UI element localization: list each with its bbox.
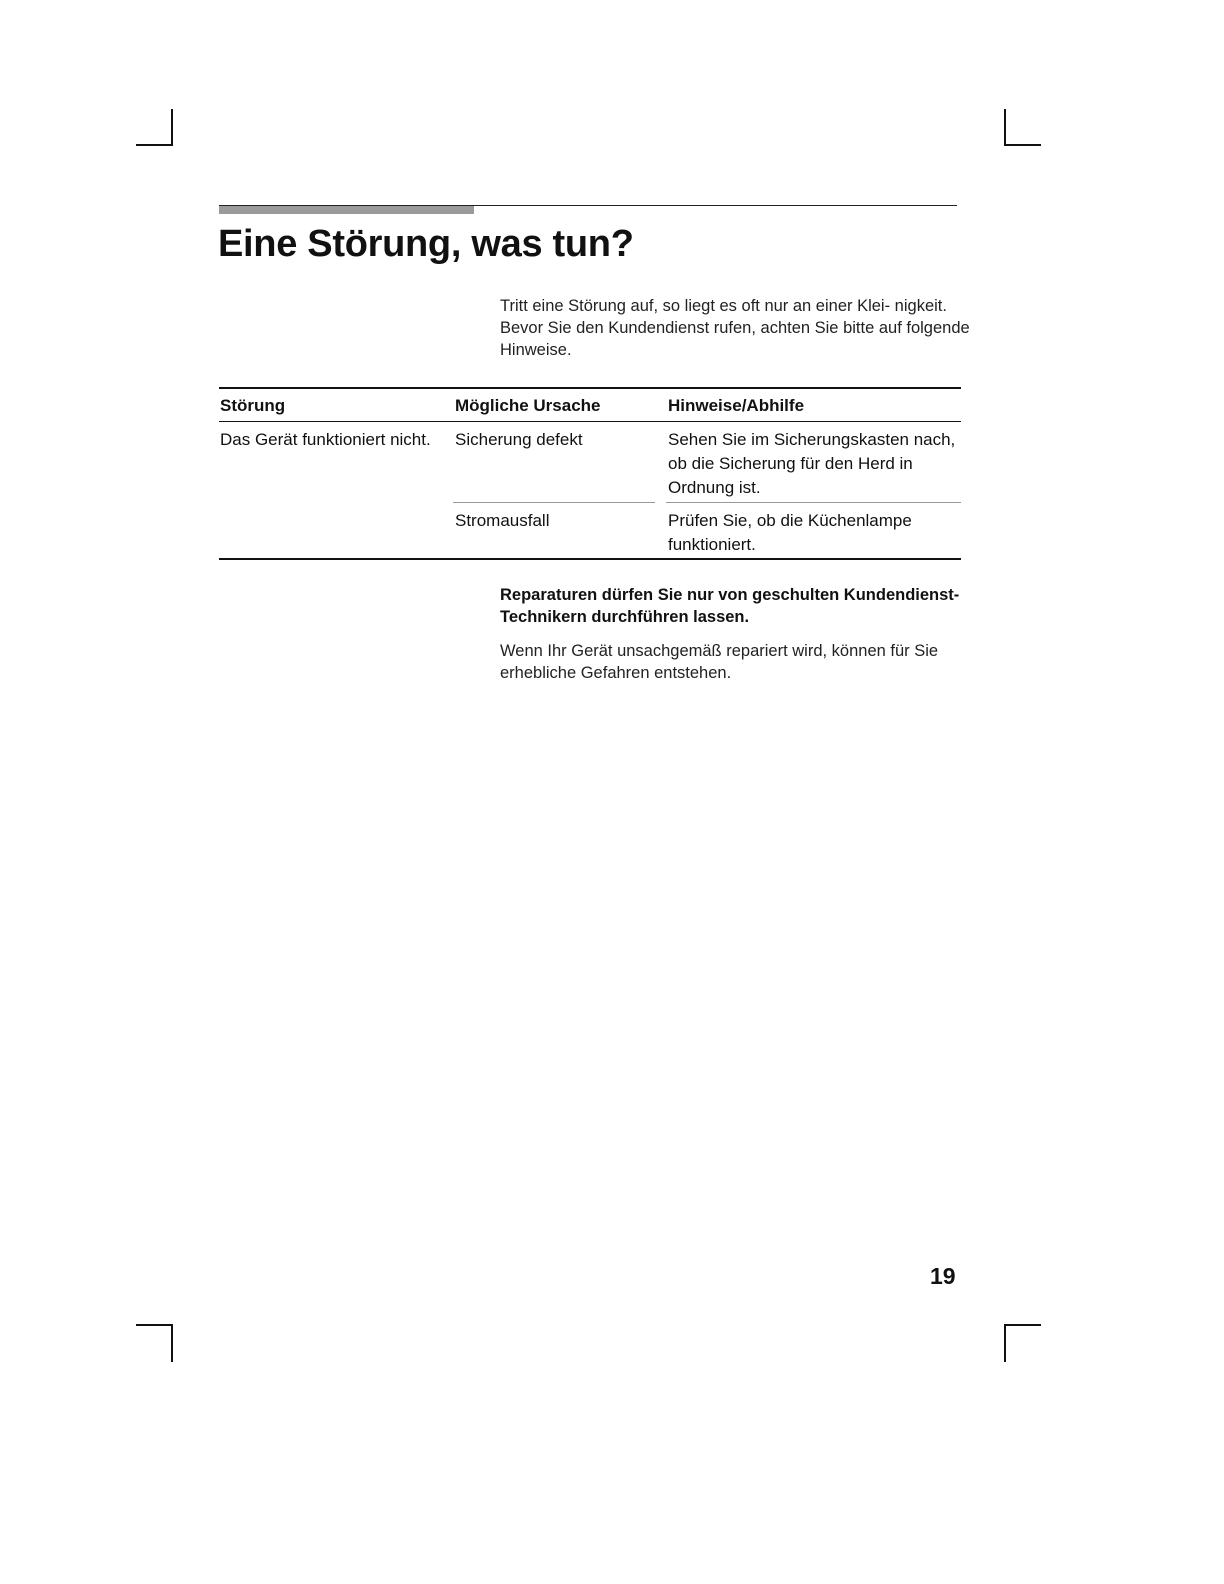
header-stoerung: Störung — [220, 396, 286, 415]
header-accent-bar — [219, 206, 474, 214]
troubleshooting-table — [219, 387, 961, 560]
cause-cell: Sicherung defekt — [455, 430, 583, 449]
remedy-divider — [666, 502, 961, 503]
cause-cell: Stromausfall — [455, 511, 550, 530]
header-hinweise-abhilfe: Hinweise/Abhilfe — [668, 396, 805, 415]
crop-mark-top-left-vertical — [171, 109, 173, 146]
crop-mark-top-right-horizontal — [1004, 144, 1041, 146]
crop-mark-bottom-left-vertical — [171, 1324, 173, 1362]
fault-cell: Das Gerät funktioniert nicht. — [220, 430, 431, 449]
notice-text: Wenn Ihr Gerät unsachgemäß repariert wird, können für Sie erhebliche Gefahren entstehen. — [500, 642, 939, 682]
cause-divider — [453, 502, 655, 503]
header-moegliche-ursache: Mögliche Ursache — [455, 396, 601, 415]
crop-mark-bottom-right-vertical — [1004, 1324, 1006, 1362]
table-header-row — [219, 389, 961, 421]
remedy-cell: Prüfen Sie, ob die Küchenlampe funktioniert. — [668, 511, 912, 554]
crop-mark-bottom-right-horizontal — [1004, 1324, 1041, 1326]
crop-mark-bottom-left-horizontal — [136, 1324, 173, 1326]
remedy-cell: Sehen Sie im Sicherungskasten nach, ob die Sicherung für den Herd in Ordnung ist. — [668, 430, 956, 497]
table-row — [219, 422, 961, 558]
intro-paragraph: Tritt eine Störung auf, so liegt es oft nur an einer Klei- nigkeit. Bevor Sie den Kundendienst rufen, achten Sie bitte auf folgende Hinweise. — [500, 297, 970, 359]
crop-mark-top-left-horizontal — [136, 144, 173, 146]
page-number: 19 — [930, 1263, 956, 1289]
notice-title: Reparaturen dürfen Sie nur von geschulten Kundendienst-Technikern durchführen lassen. — [500, 586, 960, 626]
crop-mark-top-right-vertical — [1004, 109, 1006, 146]
repair-notice — [500, 584, 970, 684]
table-bottom-rule — [219, 558, 961, 560]
page-title: Eine Störung, was tun? — [218, 223, 634, 265]
